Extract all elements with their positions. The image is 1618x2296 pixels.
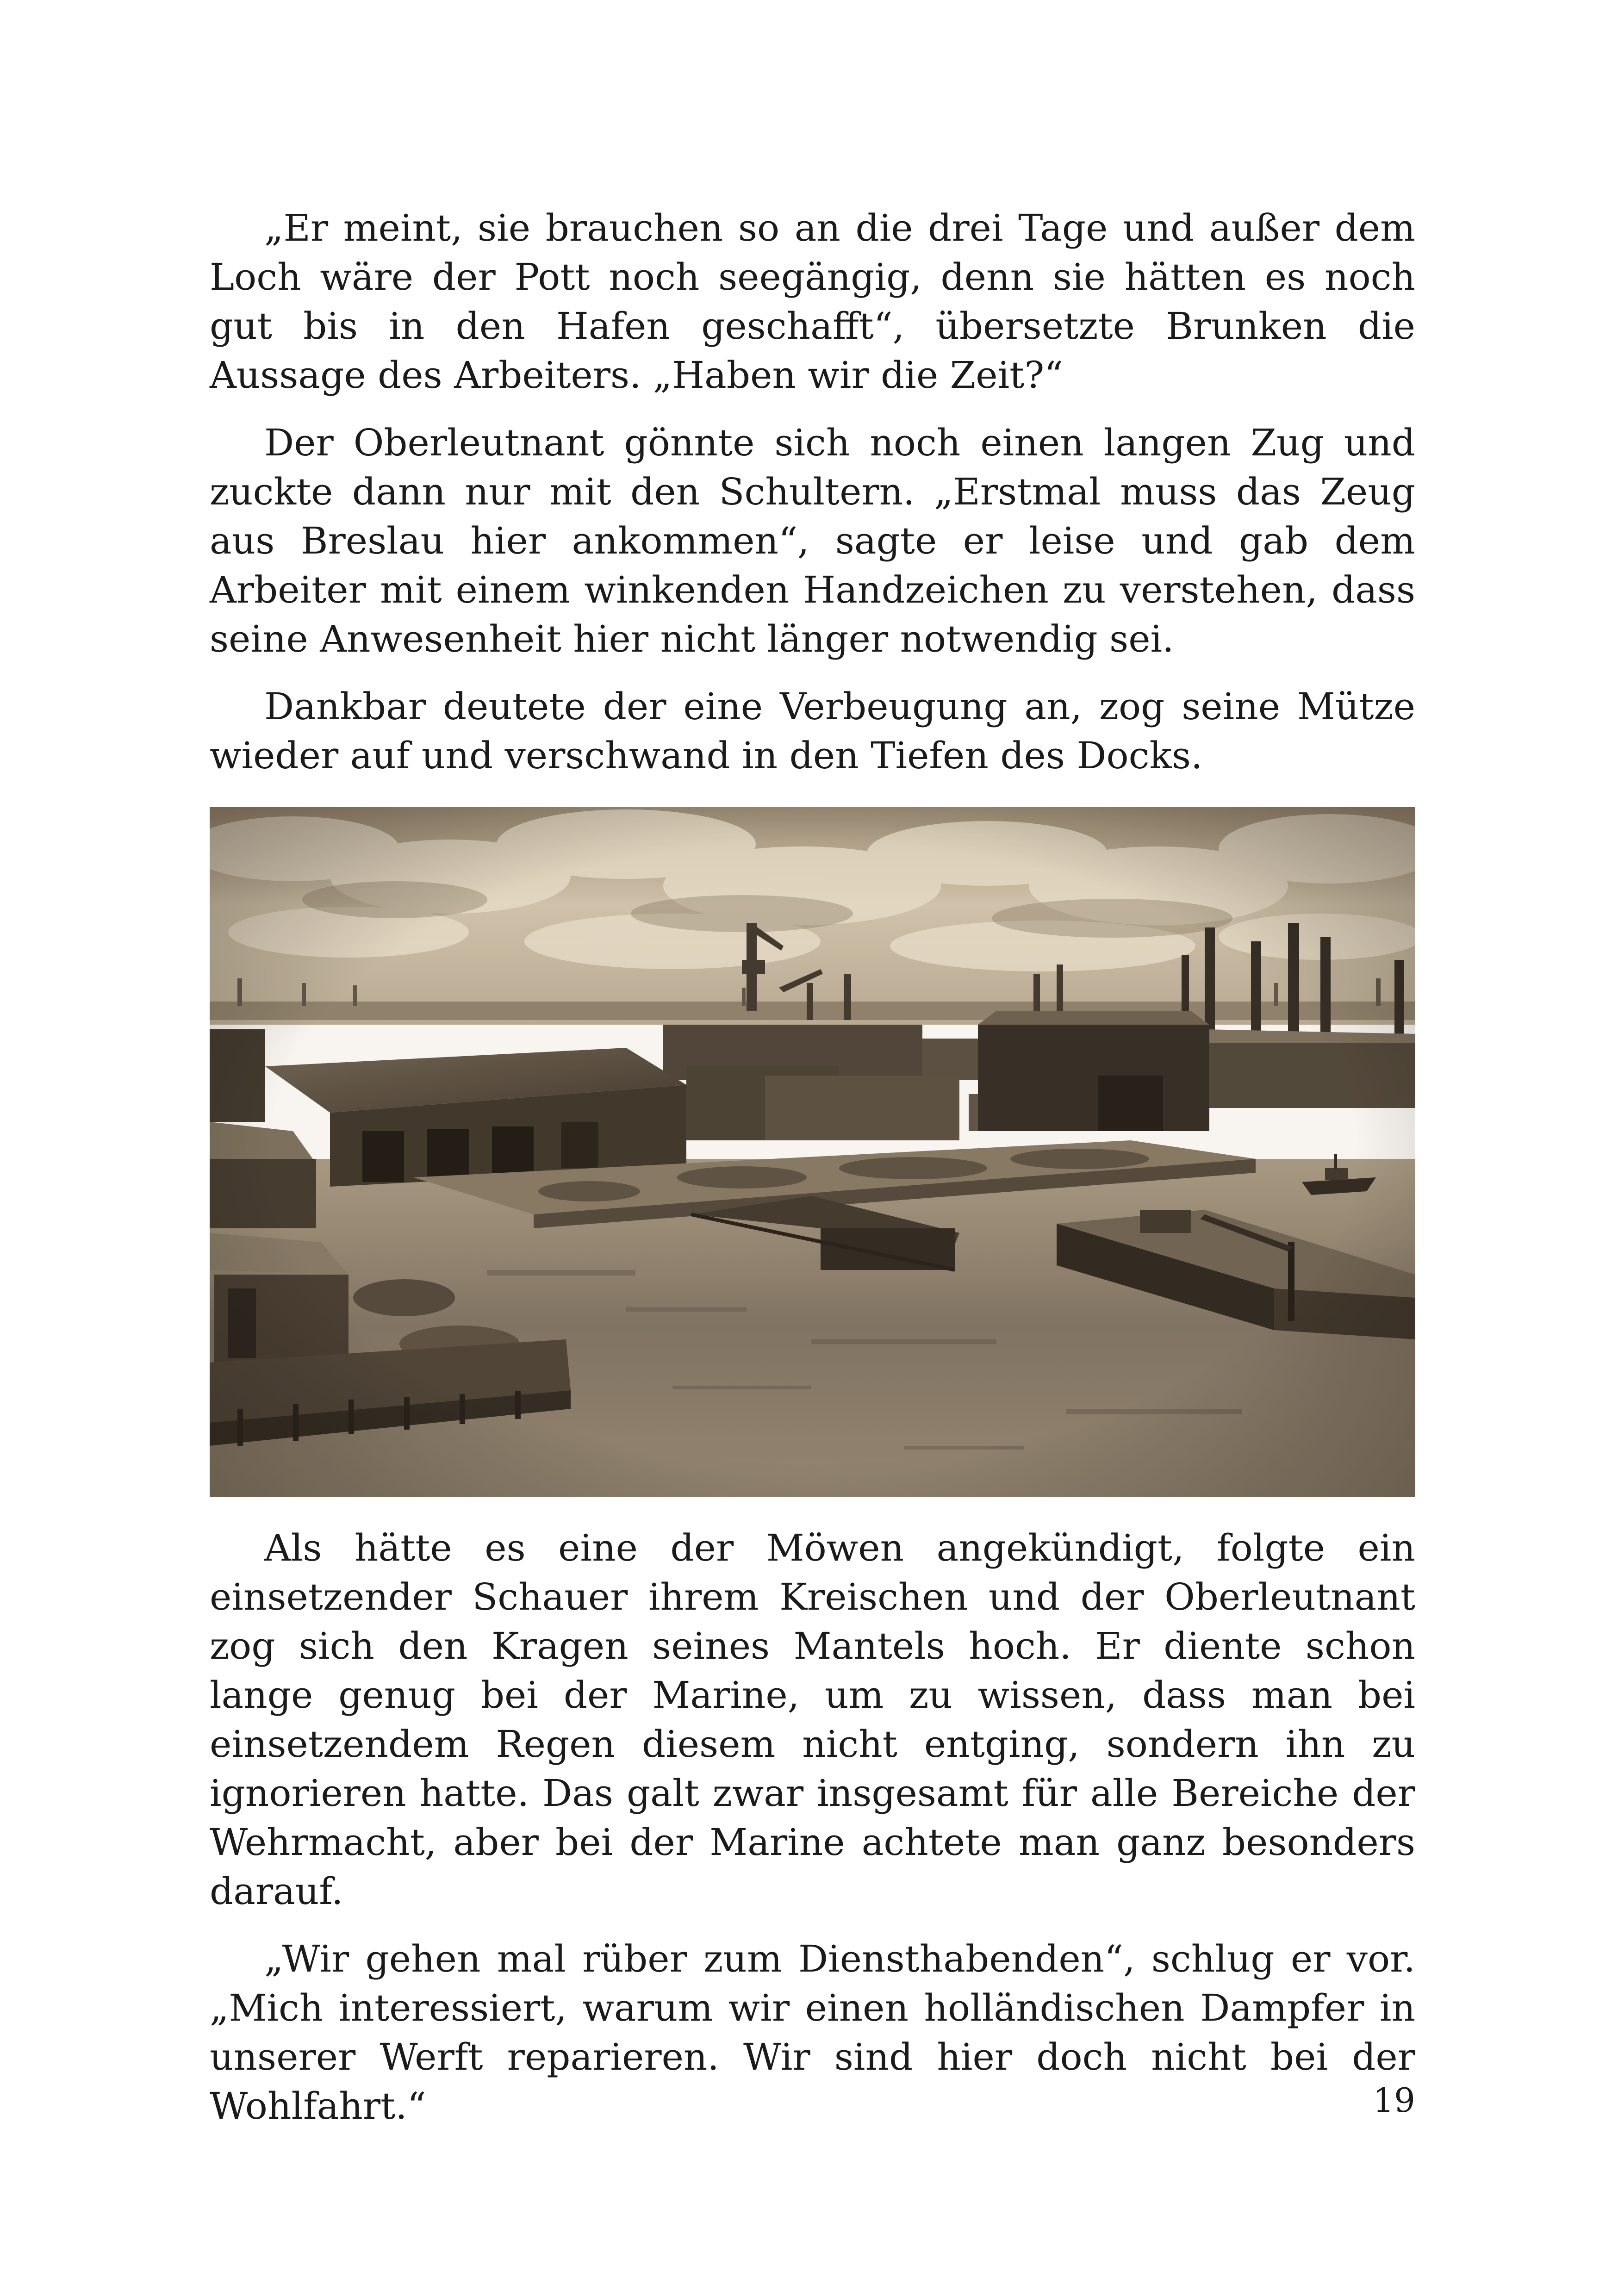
page-number: 19 (1373, 2081, 1415, 2120)
photo-sepia-tint (210, 807, 1415, 1497)
paragraph-1: „Er meint, sie brauchen so an die drei Tage und außer dem Loch wäre der Pott noch seegängig, denn sie hätten es noch gut bis in den Hafen geschafft“, übersetzte Brunken die Aussage des Arbeiters. „Haben wir die Zeit?“ (210, 206, 1415, 397)
paragraph-3: Dankbar deutete der eine Verbeugung an, zog seine Mütze wieder auf und verschwand in den Tiefen des Docks. (210, 685, 1415, 777)
paragraph-4: Als hätte es eine der Möwen angekündigt, folgte ein einsetzender Schauer ihrem Kreischen und der Oberleutnant zog sich den Kragen seines Mantels hoch. Er diente schon lange genug bei der Marine, um zu wissen, dass man bei einsetzendem Regen diesem nicht entging, sondern ihn zu ignorieren hatte. Das galt zwar insgesamt für alle Bereiche der Wehrmacht, aber bei der Marine achtete man ganz besonders darauf. (210, 1526, 1415, 1913)
paragraph-5: „Wir gehen mal rüber zum Diensthabenden“, schlug er vor. „Mich interessiert, warum wir einen holländischen Dampfer in unserer Werft reparieren. Wir sind hier doch nicht bei der Wohlfahrt.“ (210, 1937, 1415, 2128)
paragraph-2: Der Oberleutnant gönnte sich noch einen langen Zug und zuckte dann nur mit den Schultern. „Erstmal muss das Zeug aus Breslau hier ankommen“, sagte er leise und gab dem Arbeiter mit einem winkenden Handzeichen zu verstehen, dass seine Anwesenheit hier nicht länger notwendig sei. (210, 421, 1415, 660)
page-body (210, 204, 1415, 2131)
harbor-photo (210, 807, 1415, 1497)
